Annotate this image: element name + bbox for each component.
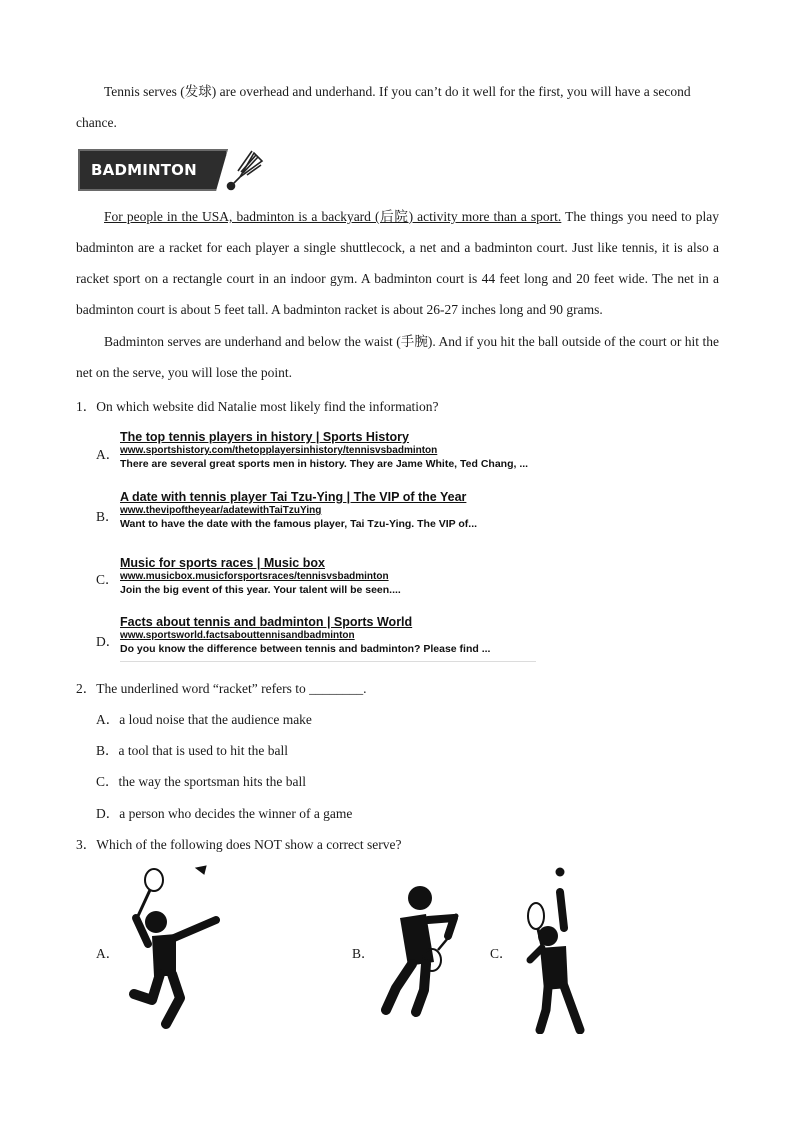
- q3-option-c-label[interactable]: C．: [490, 946, 513, 961]
- result-snippet: Do you know the difference between tennis and badminton? Please find ...: [120, 643, 491, 655]
- badminton-banner: [78, 147, 262, 193]
- result-title[interactable]: The top tennis players in history | Sports History: [120, 430, 409, 444]
- q1-option-d-result[interactable]: [120, 615, 536, 656]
- q1-option-b-result[interactable]: [120, 490, 536, 531]
- paragraph-line: Tennis serves (发球) are overhead and underhand. If you can’t do it well for the first, you will have a second: [104, 84, 691, 99]
- result-title[interactable]: A date with tennis player Tai Tzu-Ying | The VIP of the Year: [120, 490, 467, 504]
- q1-option-a-result[interactable]: [120, 430, 536, 471]
- question-1-stem: 1．On which website did Natalie most likely find the information?: [76, 399, 439, 414]
- result-url[interactable]: www.musicbox.musicforsportsraces/tennisvsbadminton: [120, 571, 389, 582]
- q1-option-c-letter[interactable]: C．: [96, 572, 119, 587]
- q3-option-b-label[interactable]: B．: [352, 946, 375, 961]
- q2-option-b[interactable]: B．a tool that is used to hit the ball: [96, 743, 288, 758]
- q1-option-d-letter[interactable]: D．: [96, 634, 120, 649]
- paragraph-text: Badminton serves are underhand and below the waist (手腕). And if you hit the ball outside of the court or hit the net on the serve, you will lose the point.: [76, 334, 719, 380]
- tennis-overhead-serve-icon[interactable]: [520, 862, 596, 1034]
- q2-option-c[interactable]: C．the way the sportsman hits the ball: [96, 774, 306, 789]
- underlined-sentence: For people in the USA, badminton is a backyard (后院) activity more than a sport.: [104, 209, 562, 224]
- result-url[interactable]: www.thevipoftheyear/adatewithTaiTzuYing: [120, 505, 322, 516]
- badminton-paragraph: [76, 201, 719, 325]
- tennis-serve-paragraph-cont: [76, 107, 719, 138]
- tennis-serve-paragraph: [76, 76, 719, 107]
- underhand-serve-player-icon[interactable]: [374, 884, 464, 1020]
- paragraph-line: chance.: [76, 115, 117, 130]
- result-title[interactable]: Facts about tennis and badminton | Sports World: [120, 615, 413, 629]
- result-url[interactable]: www.sportshistory.com/thetopplayersinhistory/tennisvsbadminton: [120, 445, 438, 456]
- results-divider: [120, 661, 536, 662]
- result-url[interactable]: www.sportsworld.factsabouttennisandbadminton: [120, 630, 355, 641]
- badminton-player-icon[interactable]: [126, 864, 220, 1030]
- q2-option-d[interactable]: D．a person who decides the winner of a game: [96, 806, 353, 821]
- result-snippet: Join the big event of this year. Your talent will be seen....: [120, 584, 401, 596]
- banner-label: BADMINTON: [91, 161, 197, 179]
- result-snippet: Want to have the date with the famous player, Tai Tzu-Ying. The VIP of...: [120, 518, 478, 530]
- question-2-stem: 2．The underlined word “racket” refers to ________.: [76, 681, 367, 696]
- q1-option-c-result[interactable]: [120, 556, 536, 597]
- q2-option-a[interactable]: A．a loud noise that the audience make: [96, 712, 312, 727]
- result-snippet: There are several great sports men in history. They are Jame White, Ted Chang, ...: [120, 458, 529, 470]
- shuttlecock-icon: [224, 147, 264, 193]
- badminton-serve-paragraph: [76, 326, 719, 388]
- question-3-stem: 3．Which of the following does NOT show a correct serve?: [76, 837, 402, 852]
- paragraph-text: The things you need to play badminton are a racket for each player a single shuttlecock, a net and a badminton court. Just like tennis, it is also a racket sport on a rectangle court in an indoor gym. A badminton court is 44 feet long and 20 feet wide. The net in a badminton court is about 5 feet tall. A badminton racket is about 26-27 inches long and 90 grams.: [76, 209, 719, 317]
- q3-option-a-label[interactable]: A．: [96, 946, 120, 961]
- q1-option-b-letter[interactable]: B．: [96, 509, 119, 524]
- result-title[interactable]: Music for sports races | Music box: [120, 556, 325, 570]
- q1-option-a-letter[interactable]: A．: [96, 447, 120, 462]
